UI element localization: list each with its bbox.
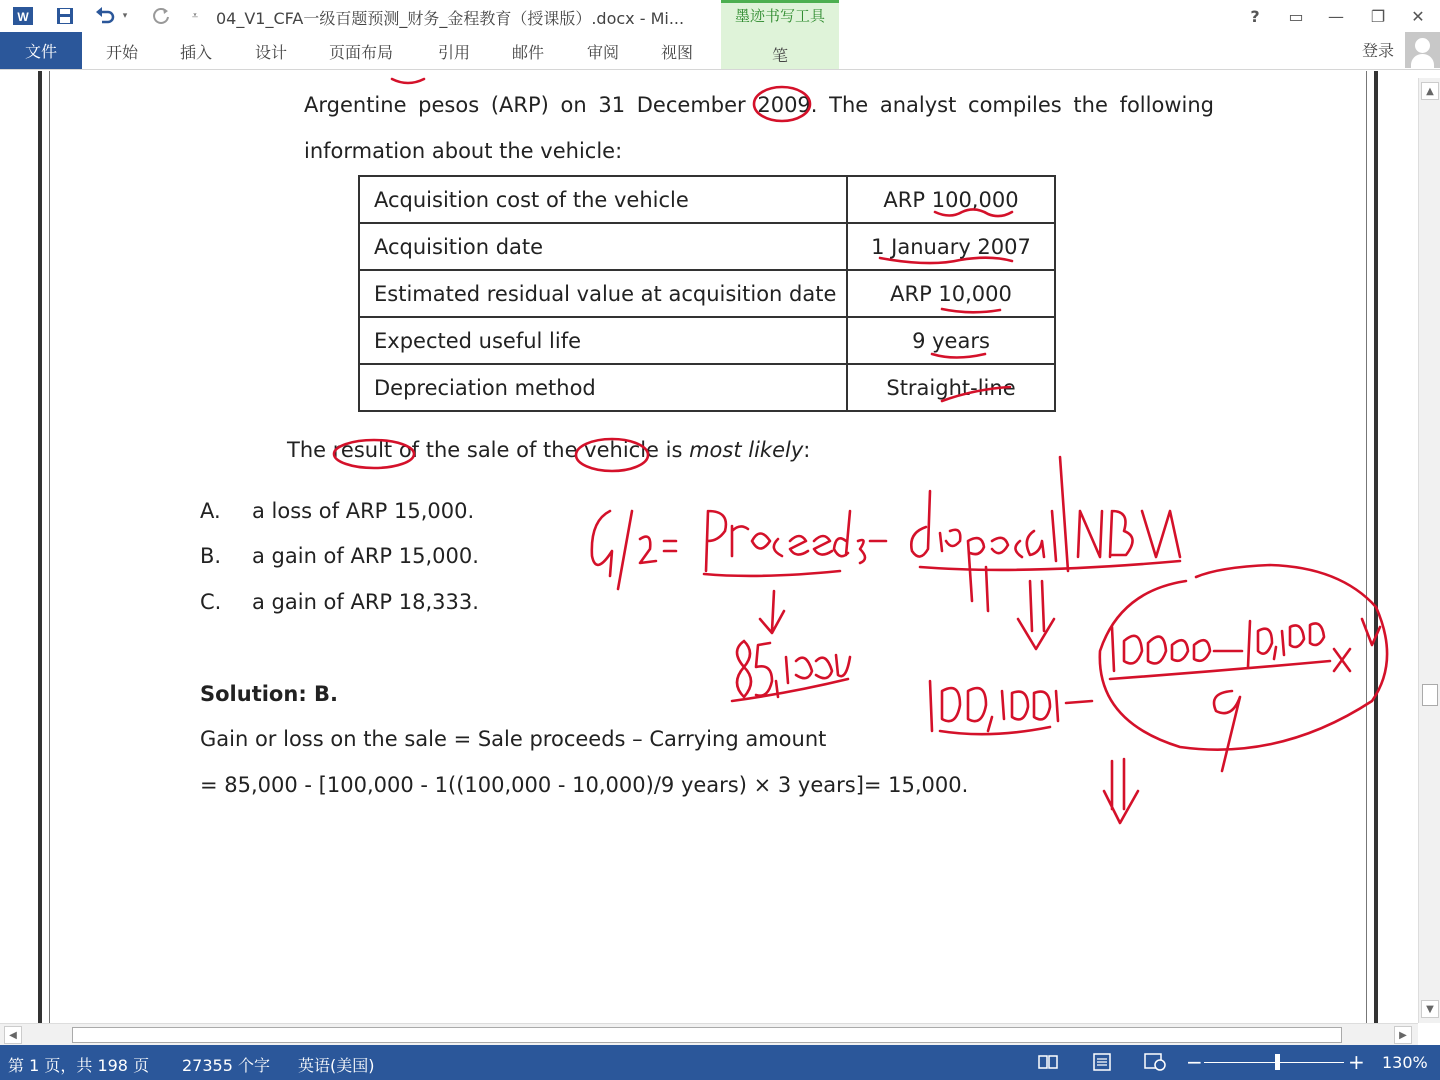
ink-formula-proceeds — [706, 511, 865, 571]
word-app-icon[interactable] — [10, 4, 36, 28]
word-logo-icon — [12, 6, 34, 26]
scroll-down-icon[interactable]: ▼ — [1421, 1000, 1439, 1018]
question-colon: : — [803, 438, 811, 462]
intro-word: Argentine — [304, 93, 407, 117]
ink-times — [1334, 649, 1350, 671]
table-cell-label: Acquisition date — [359, 223, 847, 270]
minimize-button[interactable]: — — [1328, 6, 1344, 26]
intro-word: The — [829, 93, 869, 117]
table-cell-label: Depreciation method — [359, 364, 847, 411]
user-avatar-icon[interactable] — [1405, 32, 1440, 68]
read-mode-icon[interactable] — [1036, 1051, 1060, 1073]
ink-arrow-disposal-double — [1018, 581, 1054, 649]
tab-design[interactable]: 设计 — [255, 43, 288, 62]
ink-fraction-bar — [1110, 661, 1330, 679]
vehicle-info-table — [358, 175, 1056, 412]
intro-word: the — [1073, 93, 1108, 117]
option-a-text: a loss of ARP 15,000. — [252, 499, 475, 523]
horizontal-scroll-thumb[interactable] — [72, 1027, 1342, 1043]
tab-file[interactable]: 文件 — [0, 32, 82, 69]
restore-button[interactable]: ❐ — [1370, 6, 1386, 26]
help-icon[interactable]: ? — [1250, 6, 1260, 26]
ink-arrow-proceeds — [760, 591, 784, 633]
intro-word: on — [560, 93, 587, 117]
page-right-edge — [1366, 71, 1378, 1023]
ink-underline-proceeds — [704, 571, 840, 576]
ink-arrow-result — [1104, 759, 1138, 823]
horizontal-scrollbar[interactable] — [0, 1023, 1418, 1045]
table-row — [359, 270, 1055, 317]
redo-icon[interactable] — [148, 4, 174, 28]
table-cell-value: 1 January 2007 — [847, 223, 1055, 270]
zoom-slider-thumb[interactable] — [1275, 1054, 1280, 1070]
print-layout-icon[interactable] — [1090, 1051, 1114, 1073]
tab-review[interactable]: 审阅 — [587, 43, 620, 62]
tab-references[interactable]: 引用 — [438, 43, 471, 62]
table-row — [359, 317, 1055, 364]
intro-word: following — [1119, 93, 1214, 117]
page-count[interactable]: 第 1 页，共 198 页 — [8, 1056, 150, 1075]
question-stem — [287, 438, 810, 462]
tab-mailings[interactable]: 邮件 — [512, 43, 545, 62]
zoom-level[interactable]: 130% — [1382, 1053, 1428, 1072]
ink-underline-100000-hand — [940, 727, 1050, 734]
ink-arrow-disposal-single — [986, 567, 988, 611]
intro-word: analyst — [879, 93, 957, 117]
tab-pen[interactable]: 笔 — [771, 46, 788, 65]
vertical-scroll-thumb[interactable] — [1422, 684, 1438, 706]
close-button[interactable]: ✕ — [1411, 6, 1425, 26]
tab-view[interactable]: 视图 — [661, 43, 694, 62]
tab-insert[interactable]: 插入 — [180, 43, 213, 62]
option-a-letter: A. — [200, 499, 221, 523]
solution-heading: Solution: B. — [200, 682, 339, 706]
ink-underline-disposal-nbv — [920, 561, 1180, 570]
ink-mark-top — [392, 79, 424, 83]
language-indicator[interactable]: 英语(美国) — [298, 1056, 375, 1075]
ink-tools-label: 墨迹书写工具 — [734, 7, 825, 25]
title-bar — [0, 0, 1440, 32]
question-text: The result of the sale of the vehicle is — [287, 438, 690, 462]
intro-word: compiles — [968, 93, 1062, 117]
word-count[interactable]: 27355 个字 — [182, 1056, 270, 1075]
table-cell-label: Estimated residual value at acquisition date — [359, 270, 847, 317]
option-c-letter: C. — [200, 590, 222, 614]
table-row — [359, 176, 1055, 223]
document-canvas[interactable] — [0, 71, 1418, 1023]
ink-formula-gl — [592, 511, 676, 589]
undo-icon[interactable] — [92, 4, 118, 28]
ribbon-display-options-icon[interactable]: ▭ — [1288, 6, 1304, 26]
option-c-text: a gain of ARP 18,333. — [252, 590, 479, 614]
ink-underline-85000 — [732, 679, 848, 701]
ink-tools-group — [721, 0, 839, 69]
question-emphasis: most likely — [689, 438, 804, 462]
sign-in-link[interactable]: 登录 — [1362, 41, 1395, 60]
status-bar — [0, 1045, 1440, 1080]
table-cell-value: ARP 10,000 — [847, 270, 1055, 317]
intro-line-2: information about the vehicle: — [304, 139, 623, 163]
option-b-text: a gain of ARP 15,000. — [252, 544, 479, 568]
intro-word: December — [636, 93, 746, 117]
option-b-letter: B. — [200, 544, 222, 568]
ink-formula-nbv — [1078, 511, 1180, 557]
scroll-left-icon[interactable]: ◀ — [4, 1026, 22, 1044]
svg-text:W: W — [17, 10, 29, 24]
intro-word: 31 — [598, 93, 626, 117]
intro-line-1 — [304, 93, 1214, 117]
ink-vertical-bar — [1060, 457, 1068, 571]
table-row — [359, 223, 1055, 270]
zoom-out-button[interactable]: − — [1186, 1050, 1203, 1074]
page-left-edge — [38, 71, 50, 1023]
scroll-right-icon[interactable]: ▶ — [1394, 1026, 1412, 1044]
tab-home[interactable]: 开始 — [106, 43, 139, 62]
ink-denominator-9 — [1214, 691, 1240, 771]
table-cell-value: 9 years — [847, 317, 1055, 364]
document-title: 04_V1_CFA一级百题预测_财务_金程教育（授课版）.docx - Mi... — [216, 9, 685, 28]
ink-value-85000 — [737, 641, 850, 697]
undo-dropdown-icon[interactable]: ▾ — [122, 11, 128, 21]
ink-numerator — [1112, 621, 1324, 671]
ink-ellipse-depreciation — [1100, 565, 1387, 750]
web-layout-icon[interactable] — [1143, 1051, 1167, 1073]
vertical-scrollbar[interactable] — [1418, 78, 1440, 1023]
intro-word: 2009. — [757, 93, 818, 117]
table-cell-value: Straight-line — [847, 364, 1055, 411]
table-cell-label: Expected useful life — [359, 317, 847, 364]
save-icon[interactable] — [52, 4, 78, 28]
solution-line-2: = 85,000 - [100,000 - 1((100,000 - 10,000)/9 years) × 3 years]= 15,000. — [200, 773, 969, 797]
zoom-slider[interactable] — [1204, 1062, 1344, 1063]
ink-value-100000 — [930, 681, 1092, 731]
customize-toolbar-icon[interactable]: ⩡ — [191, 9, 199, 22]
solution-line-1: Gain or loss on the sale = Sale proceeds – Carrying amount — [200, 727, 827, 751]
tab-page-layout[interactable]: 页面布局 — [329, 43, 394, 62]
table-row — [359, 364, 1055, 411]
scroll-up-icon[interactable]: ▲ — [1421, 82, 1439, 100]
intro-word: (ARP) — [490, 93, 549, 117]
table-cell-value: ARP 100,000 — [847, 176, 1055, 223]
table-cell-label: Acquisition cost of the vehicle — [359, 176, 847, 223]
zoom-in-button[interactable]: + — [1348, 1050, 1365, 1074]
intro-word: pesos — [418, 93, 480, 117]
ink-formula-disposal — [911, 491, 1056, 601]
